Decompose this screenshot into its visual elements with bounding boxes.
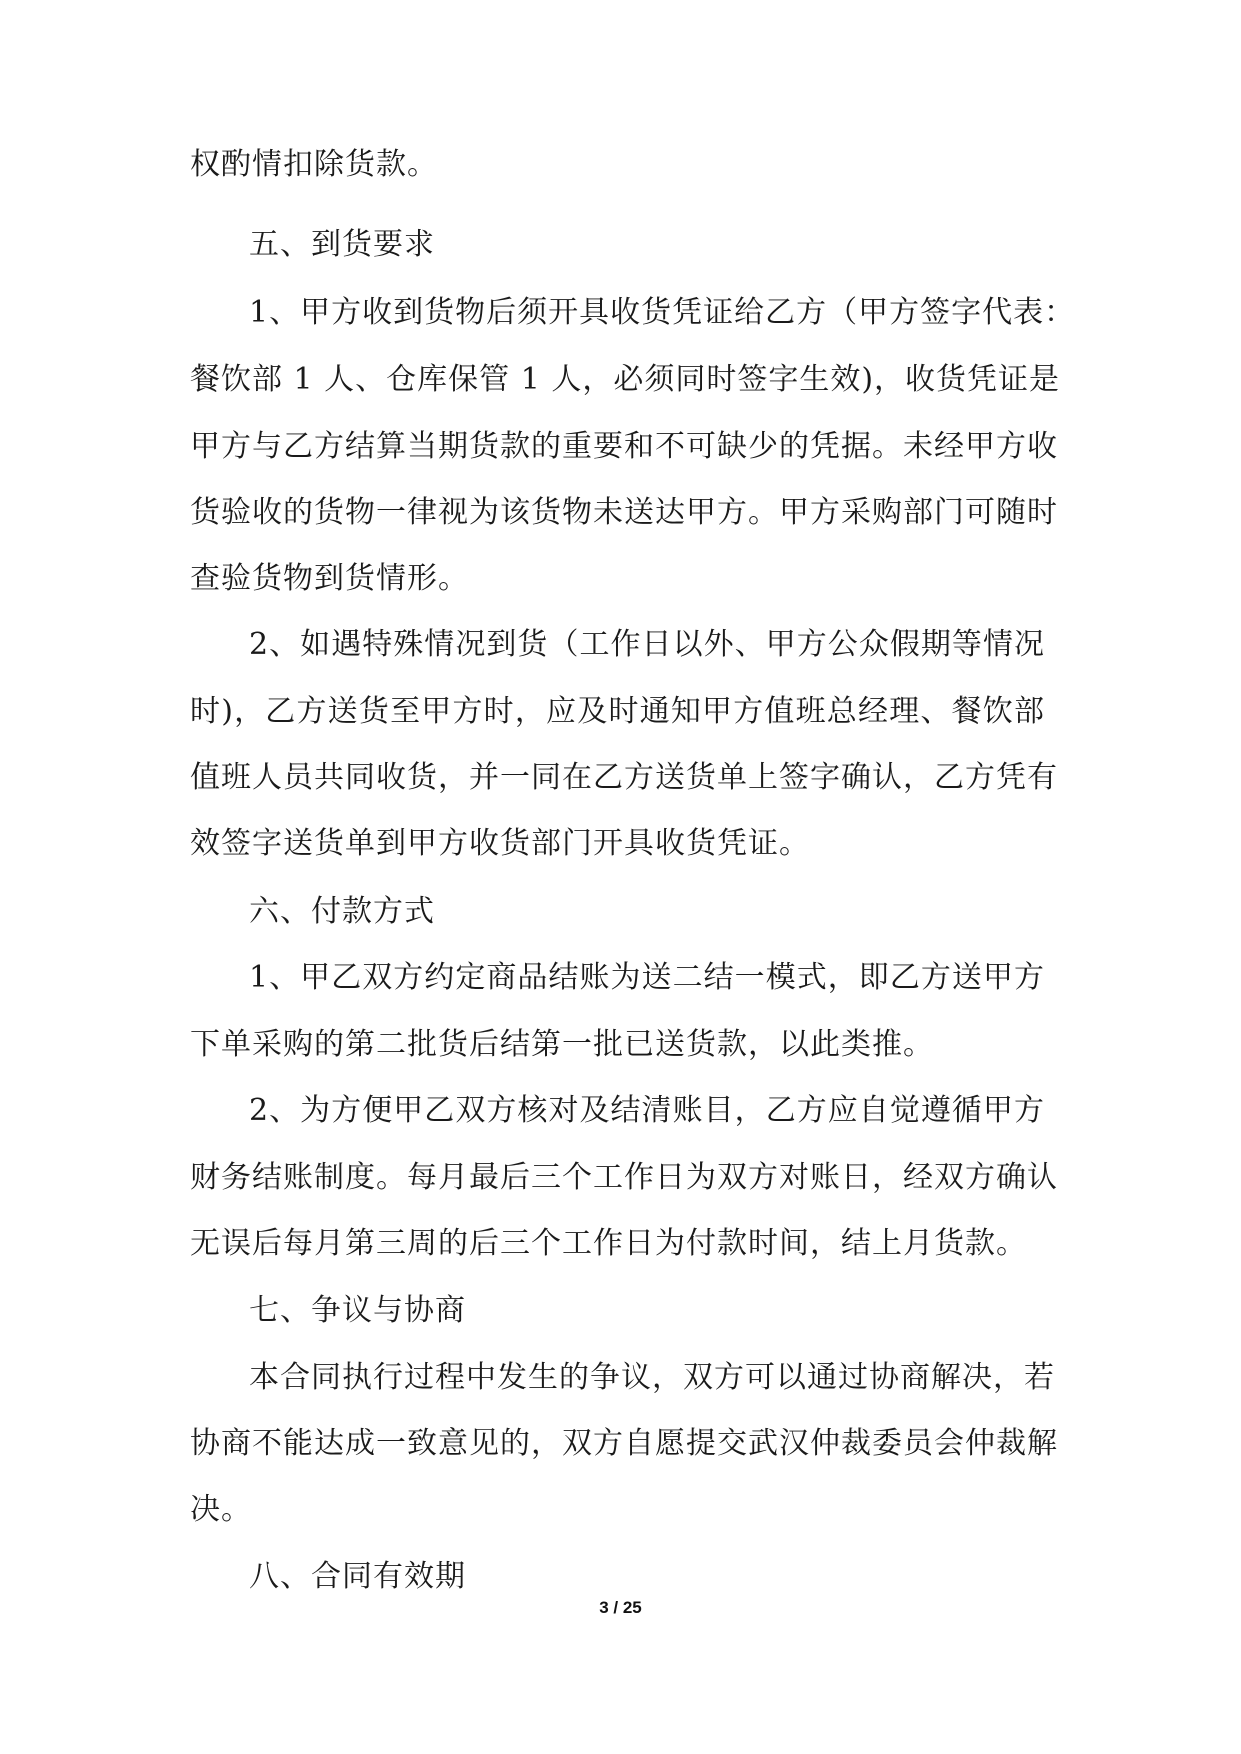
text-line: 时)，乙方送货至甲方时，应及时通知甲方值班总经理、餐饮部 (190, 694, 1045, 729)
text-line: 决。 (190, 1492, 252, 1527)
text-line: 财务结账制度。每月最后三个工作日为双方对账日，经双方确认 (190, 1160, 1058, 1195)
text-line: 权酌情扣除货款。 (190, 147, 438, 182)
text-line: 效签字送货单到甲方收货部门开具收货凭证。 (190, 826, 810, 861)
text-line: 本合同执行过程中发生的争议，双方可以通过协商解决，若 (249, 1360, 1055, 1395)
text-line: 2、为方便甲乙双方核对及结清账目，乙方应自觉遵循甲方 (249, 1093, 1045, 1128)
text-line: 值班人员共同收货，并一同在乙方送货单上签字确认，乙方凭有 (190, 760, 1058, 795)
text-line: 餐饮部 1 人、仓库保管 1 人，必须同时签字生效)，收货凭证是 (190, 362, 1061, 397)
section-heading: 八、合同有效期 (249, 1559, 466, 1594)
text-line: 无误后每月第三周的后三个工作日为付款时间，结上月货款。 (190, 1226, 1027, 1261)
text-line: 货验收的货物一律视为该货物未送达甲方。甲方采购部门可随时 (190, 495, 1058, 530)
section-heading: 六、付款方式 (249, 894, 435, 929)
text-line: 1、甲乙双方约定商品结账为送二结一模式，即乙方送甲方 (249, 960, 1045, 995)
section-heading: 五、到货要求 (249, 227, 435, 262)
text-line: 1、甲方收到货物后须开具收货凭证给乙方（甲方签字代表： (249, 295, 1076, 330)
section-heading: 七、争议与协商 (249, 1293, 466, 1328)
text-line: 协商不能达成一致意见的，双方自愿提交武汉仲裁委员会仲裁解 (190, 1426, 1058, 1461)
text-line: 下单采购的第二批货后结第一批已送货款，以此类推。 (190, 1027, 934, 1062)
text-line: 查验货物到货情形。 (190, 561, 469, 596)
text-line: 甲方与乙方结算当期货款的重要和不可缺少的凭据。未经甲方收 (190, 429, 1058, 464)
page-number: 3 / 25 (599, 1598, 642, 1617)
text-line: 2、如遇特殊情况到货（工作日以外、甲方公众假期等情况 (249, 627, 1045, 662)
